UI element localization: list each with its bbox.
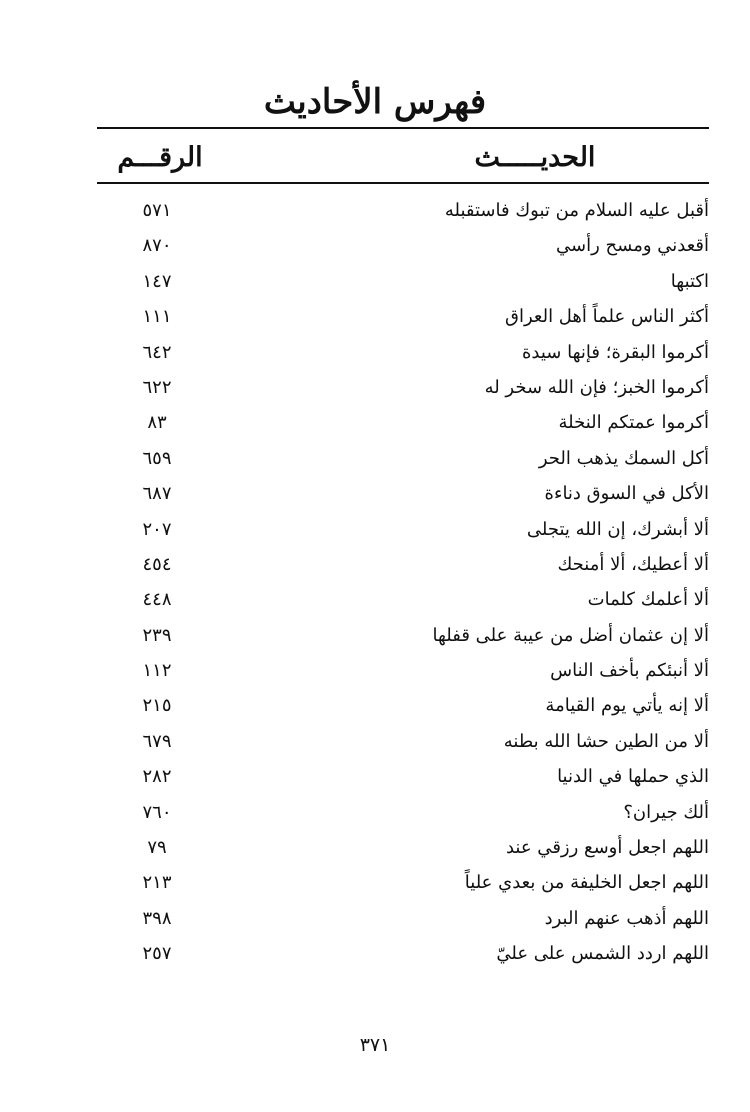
- list-item: [97, 370, 709, 405]
- list-item: [97, 512, 709, 547]
- list-item: [97, 724, 709, 759]
- column-header-hadith: الحديـــــث: [474, 142, 596, 173]
- list-item: [97, 264, 709, 299]
- hadith-text: اللهم اجعل الخليفة من بعدي علياً: [464, 872, 709, 894]
- hadith-text: أكرموا الخبز؛ فإن الله سخر له: [484, 376, 709, 398]
- list-item: [97, 830, 709, 865]
- hadith-number: ٢٣٩: [142, 624, 172, 646]
- hadith-number: ١٤٧: [142, 270, 172, 292]
- hadith-number: ٦٢٢: [142, 376, 172, 398]
- hadith-text: أكل السمك يذهب الحر: [538, 447, 709, 469]
- hadith-text: ألا أعطيك، ألا أمنحك: [557, 553, 709, 575]
- hadith-number: ٦٥٩: [142, 447, 172, 469]
- hadith-text: اللهم أذهب عنهم البرد: [544, 907, 709, 929]
- list-item: [97, 582, 709, 617]
- hadith-number: ٢١٣: [142, 872, 172, 894]
- hadith-text: ألا أبشرك، إن الله يتجلى: [526, 518, 709, 540]
- hadith-number: ٧٩: [147, 837, 167, 859]
- hadith-number: ١١٢: [142, 660, 172, 682]
- header-bottom-rule: [97, 182, 709, 184]
- hadith-text: اللهم اجعل أوسع رزقي عند: [505, 837, 709, 859]
- hadith-text: ألك جيران؟: [623, 801, 709, 823]
- hadith-number: ٣٩٨: [142, 907, 172, 929]
- list-item: [97, 299, 709, 334]
- header-top-rule: [97, 127, 709, 129]
- hadith-number: ٢٥٧: [142, 943, 172, 965]
- list-item: [97, 476, 709, 511]
- list-item: [97, 936, 709, 971]
- hadith-text: ألا أعلمك كلمات: [587, 589, 709, 611]
- column-header-number: الرقـــم: [117, 142, 203, 173]
- hadith-number: ٨٣: [147, 412, 167, 434]
- hadith-number: ٢١٥: [142, 695, 172, 717]
- list-item: [97, 193, 709, 228]
- list-item: [97, 405, 709, 440]
- hadith-text: ألا إن عثمان أضل من عيبة على قفلها: [432, 624, 709, 646]
- hadith-text: أقبل عليه السلام من تبوك فاستقبله: [444, 200, 709, 221]
- hadith-text: أقعدني ومسح رأسي: [556, 235, 709, 257]
- hadith-number: ٦٤٢: [142, 341, 172, 363]
- list-item: [97, 441, 709, 476]
- hadith-text: أكرموا عمتكم النخلة: [558, 412, 709, 434]
- list-item: [97, 228, 709, 263]
- list-item: [97, 618, 709, 653]
- hadith-number: ٦٧٩: [142, 730, 172, 752]
- hadith-number: ١١١: [142, 306, 172, 328]
- hadith-text: اكتبها: [670, 270, 709, 292]
- hadith-text: أكثر الناس علماً أهل العراق: [505, 306, 709, 328]
- list-item: [97, 653, 709, 688]
- hadith-text: ألا أنبئكم بأخف الناس: [550, 660, 709, 682]
- list-item: [97, 335, 709, 370]
- hadith-number: ٧٦٠: [142, 801, 172, 823]
- hadith-number: ٨٧٠: [142, 235, 172, 257]
- list-item: [97, 547, 709, 582]
- hadith-text: الذي حملها في الدنيا: [557, 766, 709, 788]
- hadith-text: اللهم اردد الشمس على عليّ: [496, 943, 709, 965]
- hadith-number: ٤٥٤: [142, 553, 172, 575]
- list-item: [97, 901, 709, 936]
- page-number: ٣٧١: [359, 1034, 391, 1056]
- hadith-number: ٤٤٨: [142, 589, 172, 611]
- hadith-index-list: [97, 193, 709, 972]
- hadith-number: ٢٨٢: [142, 766, 172, 788]
- hadith-text: ألا إنه يأتي يوم القيامة: [545, 695, 709, 717]
- hadith-number: ٢٠٧: [142, 518, 172, 540]
- list-item: [97, 865, 709, 900]
- page-title: فهرس الأحاديث: [263, 82, 487, 122]
- list-item: [97, 795, 709, 830]
- hadith-text: أكرموا البقرة؛ فإنها سيدة: [522, 341, 709, 363]
- hadith-number: ٥٧١: [142, 200, 172, 221]
- hadith-number: ٦٨٧: [142, 483, 172, 505]
- hadith-text: ألا من الطين حشا الله بطنه: [503, 730, 709, 752]
- list-item: [97, 759, 709, 794]
- list-item: [97, 688, 709, 723]
- hadith-text: الأكل في السوق دناءة: [544, 483, 709, 505]
